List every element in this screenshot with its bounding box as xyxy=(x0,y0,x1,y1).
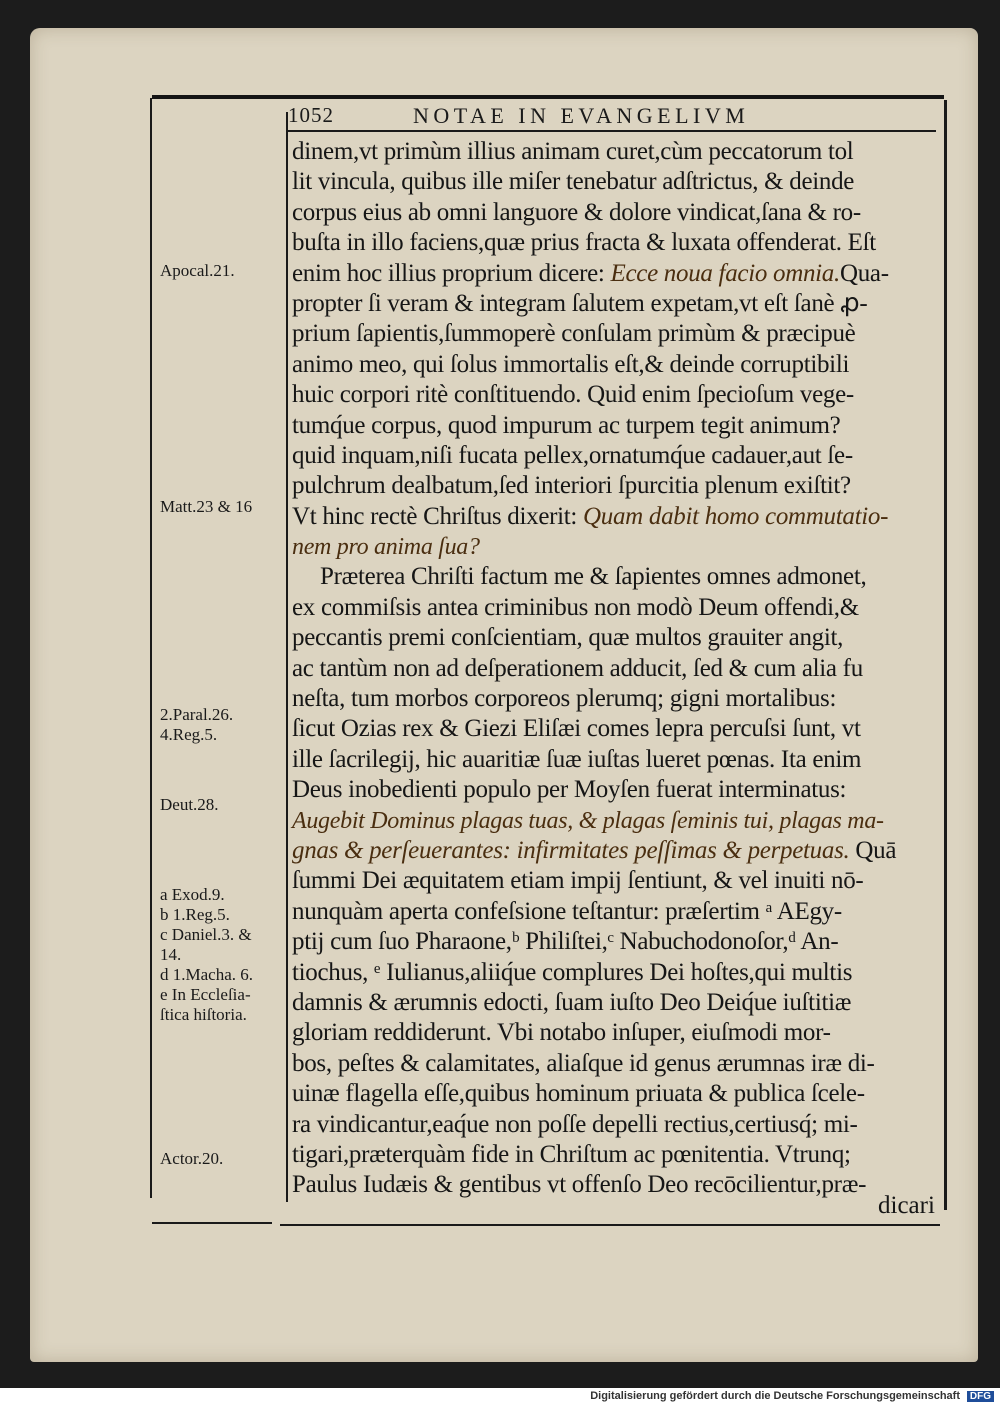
running-header xyxy=(288,103,938,131)
text-line: tiochus, ᵉ Iulianus,aliiq́ue complures Dei hoſtes,qui multis xyxy=(292,958,853,986)
text-line: tigari,præterquàm fide in Chriſtum ac pœnitentia. Vtrunq; xyxy=(292,1140,851,1168)
top-rule xyxy=(152,95,944,99)
text-line: dinem,vt primùm illius animam curet,cùm peccatorum tol xyxy=(292,138,854,165)
text-line: neſta, tum morbos corporeos plerumq; gigni mortalibus: xyxy=(292,685,837,713)
text-line: bos, peſtes & calamitates, aliaſque id genus ærumnas iræ di- xyxy=(292,1049,875,1077)
running-title: NOTAE IN EVANGELIVM xyxy=(413,103,750,128)
margin-note: e In Eccleſia- xyxy=(160,985,251,1004)
text-line: tumq́ue corpus, quod impurum ac turpem tegit animum? xyxy=(292,411,841,439)
text-line: huic corpori ritè conſtituendo. Quid enim ſpecioſum vege- xyxy=(292,381,854,409)
text-segment: Quā xyxy=(855,836,897,864)
text-line xyxy=(292,836,944,866)
main-text xyxy=(292,137,944,1201)
page-right-rule xyxy=(944,100,947,1210)
margin-note: b 1.Reg.5. xyxy=(160,905,230,924)
text-line: animo meo, qui ſolus immortalis eſt,& deinde corruptibili xyxy=(292,350,850,378)
text-line xyxy=(292,502,944,532)
margin-note: c Daniel.3. & xyxy=(160,925,252,944)
text-line: ac tantùm non ad deſperationem adducit, ſed & cum alia fu xyxy=(292,654,863,682)
text-line: pulchrum dealbatum,ſed interiori ſpurcitia plenum exiſtit? xyxy=(292,472,851,500)
text-segment: Qua- xyxy=(839,259,889,287)
text-line: corpus eius ab omni languore & dolore vindicat,ſana & ro- xyxy=(292,198,861,226)
margin-note: Actor.20. xyxy=(160,1149,224,1168)
scripture-quote: gnas & perſeuerantes: infirmitates peſſimas & perpetuas. xyxy=(292,836,850,864)
margin-note: 2.Paral.26. xyxy=(160,705,234,724)
text-line: nem pro anima ſua? xyxy=(292,534,480,561)
text-line: uinæ flagella eſſe,quibus hominum priuata & publica ſcele- xyxy=(292,1080,865,1108)
text-line: Deus inobedienti populo per Moyſen fuerat interminatus: xyxy=(292,776,847,804)
text-line: Paulus Iudæis & gentibus vt offenſo Deo recōcilientur,præ- xyxy=(292,1171,867,1199)
margin-right-rule xyxy=(286,112,288,1202)
text-line: lit vincula, quibus ille miſer tenebatur adſtrictus, & deinde xyxy=(292,168,855,196)
text-line: nunquàm aperta confeſsione teſtantur: præſertim ᵃ AEgy- xyxy=(292,897,842,925)
text-segment: enim hoc illius proprium dicere: xyxy=(292,259,605,287)
text-line: ptij cum ſuo Pharaone,ᵇ Philiſtei,ᶜ Nabuchodonoſor,ᵈ An- xyxy=(292,928,839,956)
page-number: 1052 xyxy=(288,103,334,127)
text-line xyxy=(292,259,944,289)
text-line: buſta in illo faciens,quæ prius fracta & luxata offenderat. Eſt xyxy=(292,229,876,257)
bottom-rule xyxy=(280,1224,940,1226)
digitization-footer xyxy=(0,1388,1000,1408)
scripture-quote: Ecce noua facio omnia. xyxy=(610,259,840,287)
dfg-logo: DFG xyxy=(967,1391,994,1402)
margin-note: Deut.28. xyxy=(160,795,219,814)
text-line: prium ſapientis,ſummoperè conſulam primùm & præcipuè xyxy=(292,320,856,348)
text-line: quid inquam,niſi fucata pellex,ornatumq́ue cadauer,aut ſe- xyxy=(292,441,853,469)
text-line: ille ſacrilegij, hic auaritiæ ſuæ iuſtas lueret pœnas. Ita enim xyxy=(292,745,862,773)
header-rule xyxy=(288,130,936,132)
scripture-quote: Quam dabit homo commutatio- xyxy=(583,502,889,530)
text-line: damnis & ærumnis edocti, ſuam iuſto Deo Deiq́ue iuſtitiæ xyxy=(292,988,852,1016)
text-line: peccantis premi conſcientiam, quæ multos grauiter angit, xyxy=(292,624,844,652)
margin-left-rule xyxy=(150,98,152,1198)
text-segment: Vt hinc rectè Chriſtus dixerit: xyxy=(292,502,578,530)
bottom-rule xyxy=(152,1222,272,1224)
margin-note: a Exod.9. xyxy=(160,885,225,904)
margin-note: ſtica hiſtoria. xyxy=(160,1005,247,1024)
margin-note: Matt.23 & 16 xyxy=(160,497,253,516)
text-line: ex commiſsis antea criminibus non modò Deum offendi,& xyxy=(292,593,859,621)
text-line: ſummi Dei æquitatem etiam impij ſentiunt, & vel inuiti nō- xyxy=(292,867,864,895)
catchword: dicari xyxy=(878,1192,935,1219)
margin-note: 14. xyxy=(160,945,182,964)
text-line: Præterea Chriſti factum me & ſapientes omnes admonet, xyxy=(320,563,867,591)
margin-note: 4.Reg.5. xyxy=(160,725,218,744)
text-line: propter ſi veram & integram ſalutem expetam,vt eſt ſanè ꝓ- xyxy=(292,289,868,317)
margin-note: Apocal.21. xyxy=(160,261,235,280)
text-line: gloriam reddiderunt. Vbi notabo inſuper, eiuſmodi mor- xyxy=(292,1019,831,1047)
footer-credit: Digitalisierung gefördert durch die Deutsche Forschungsgemeinschaft xyxy=(590,1390,960,1402)
margin-note: d 1.Macha. 6. xyxy=(160,965,254,984)
text-line: Augebit Dominus plagas tuas, & plagas ſeminis tui, plagas ma- xyxy=(292,807,884,834)
text-line: ſicut Ozias rex & Giezi Eliſæi comes lepra percuſsi ſunt, vt xyxy=(292,715,861,743)
text-line: ra vindicantur,eaq́ue non poſſe depelli rectius,certiusq́; mi- xyxy=(292,1110,858,1138)
